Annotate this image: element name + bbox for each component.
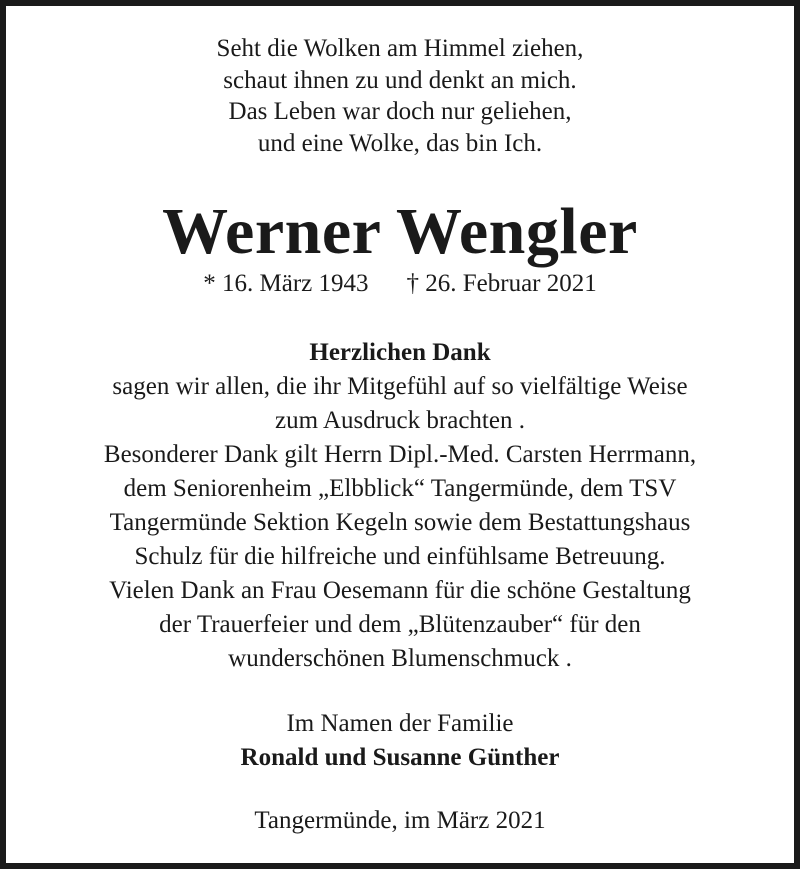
- thanks-line: dem Seniorenheim „Elbblick“ Tangermünde, dem TSV: [123, 475, 677, 502]
- thanks-line: Besonderer Dank gilt Herrn Dipl.-Med. Carsten Herrmann,: [103, 441, 697, 468]
- poem-line: und eine Wolke, das bin Ich.: [257, 129, 543, 157]
- thanks-line: sagen wir allen, die ihr Mitgefühl auf so vielfältige Weise: [112, 373, 688, 400]
- place-and-date: Tangermünde, im März 2021: [254, 807, 546, 834]
- poem: [6, 33, 794, 159]
- thanks-line: wunderschönen Blumenschmuck .: [228, 645, 572, 672]
- family-signoff: [6, 707, 794, 775]
- death-date: † 26. Februar 2021: [406, 270, 597, 297]
- thanks-line: Vielen Dank an Frau Oesemann für die schöne Gestaltung: [109, 577, 691, 604]
- poem-line: Das Leben war doch nur geliehen,: [228, 98, 572, 125]
- thanks-section: [6, 336, 794, 676]
- birth-date: * 16. März 1943: [203, 270, 369, 297]
- life-dates: [6, 268, 794, 300]
- signoff-intro: Im Namen der Familie: [286, 710, 514, 737]
- deceased-name: Werner Wengler: [162, 195, 638, 268]
- thanks-line: der Trauerfeier und dem „Blütenzauber“ für den: [159, 611, 641, 638]
- thanks-line: Schulz für die hilfreiche und einfühlsame Betreuung.: [134, 543, 666, 570]
- poem-line: Seht die Wolken am Himmel ziehen,: [216, 35, 584, 62]
- thanks-line: zum Ausdruck brachten .: [275, 407, 525, 434]
- signoff-names: Ronald und Susanne Günther: [240, 744, 560, 771]
- poem-line: schaut ihnen zu und denkt an mich.: [223, 66, 577, 94]
- thanks-heading: Herzlichen Dank: [309, 339, 491, 366]
- thanks-line: Tangermünde Sektion Kegeln sowie dem Bestattungshaus: [109, 509, 691, 536]
